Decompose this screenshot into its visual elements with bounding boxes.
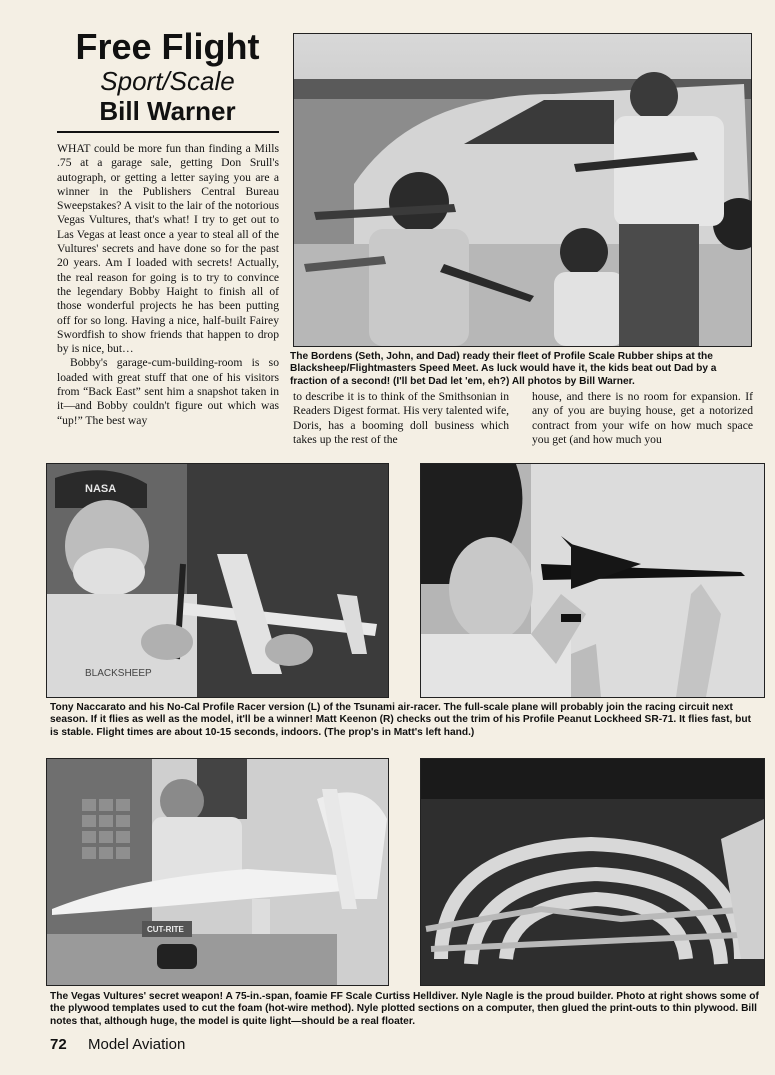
page-number: 72 xyxy=(50,1036,67,1053)
caption-bottom: The Vegas Vultures' secret weapon! A 75-in.-span, foamie FF Scale Curtiss Helldiver. Nyle Nagle is the proud builder. Photo at right shows some of the plywood templates used to cut the foam (hot-wire method). Nyle plotted sections on a computer, then glued the print-outs to thin plywood. Bill notes that, although huge, the model is quite light—should be a real floater. xyxy=(50,991,759,1027)
cap-logo-text: NASA xyxy=(85,483,117,495)
shirt-text: BLACKSHEEP xyxy=(85,668,152,679)
magazine-name: Model Aviation xyxy=(88,1036,186,1053)
article-author: Bill Warner xyxy=(99,96,236,126)
photo-tony-naccarato xyxy=(46,463,389,698)
article-column-2: to describe it is to think of the Smithsonian in Readers Digest format. His very talented wife, Doris, has a booming doll business which takes up the rest of the xyxy=(293,390,509,446)
photo-helldiver xyxy=(46,758,389,986)
article-paragraph-1: WHAT could be more fun than finding a Mills .75 at a garage sale, getting Don Srull's autograph, or getting a letter saying you are a winner in the Publishers Central Bureau Sweepstakes? A visit to the lair of the notorious Vegas Vultures, that's what! I try to get out to Las Vegas at least once a year to steal all of the Vultures' secrets and have done so for the past 20 years. Am I loaded with secrets! Actually, the real reason for going is to try to convince the legendary Bobby Haight to finish all of those wonderful projects he has been putting off for so long. Having a nice, half-built Fairey Swordfish to show friends that happen to drop by is nice, but… xyxy=(57,142,279,356)
article-paragraph-2: Bobby's garage-cum-building-room is so loaded with great stuff that one of his visitors from “Back East” sent him a snapshot taken in it—and Bobby couldn't figure out which was “up!” The best way xyxy=(57,356,279,427)
caption-middle: Tony Naccarato and his No-Cal Profile Racer version (L) of the Tsunami air-racer. The full-scale plane will probably join the racing circuit next season. If it flies as well as the model, it'll be a winner! Matt Keenon (R) checks out the trim of his Profile Peanut Lockheed SR-71. It flies fast, but is stable. Flight times are about 10-15 seconds, indoors. (The prop's in Matt's left hand.) xyxy=(50,702,751,738)
photo-bordens xyxy=(293,33,752,347)
box-label-text: CUT-RITE xyxy=(147,925,184,934)
caption-top: The Bordens (Seth, John, and Dad) ready their fleet of Profile Scale Rubber ships at the Blacksheep/Flightmasters Speed Meet. As luck would have it, the kids beat out Dad by a fraction of a second! (I'll bet Dad let 'em, eh?) All photos by Bill Warner. xyxy=(290,351,717,387)
article-title: Free Flight xyxy=(75,26,260,67)
title-rule xyxy=(57,131,279,133)
article-column-3: house, and there is no room for expansion. If any of you are buying house, get a notorized contract from your wife on how much space you get (and how much you xyxy=(532,390,753,446)
photo-matt-keenon xyxy=(420,463,765,698)
article-column-1 xyxy=(57,142,279,454)
article-subtitle: Sport/Scale xyxy=(100,66,235,96)
photo-templates xyxy=(420,758,765,986)
